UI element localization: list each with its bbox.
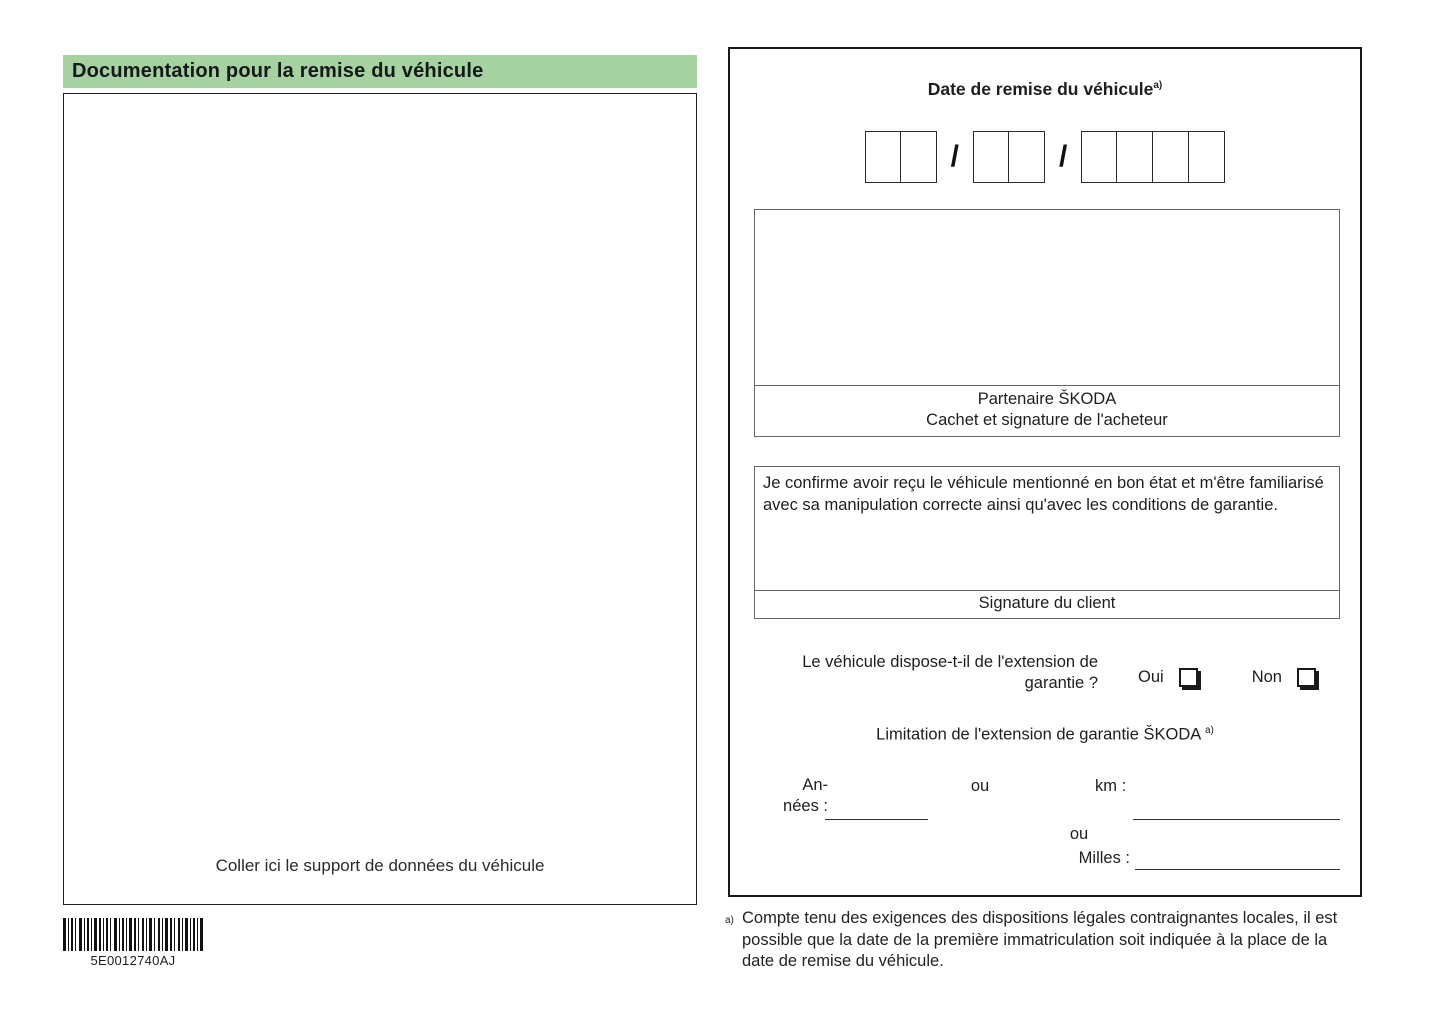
years-field[interactable] (825, 819, 928, 820)
warranty-yes-checkbox[interactable] (1179, 668, 1198, 687)
years-label-line1: An- (802, 776, 828, 794)
km-label: km : (1095, 777, 1127, 795)
limitation-title (730, 725, 1360, 745)
barcode-label: 5E0012740AJ (90, 953, 176, 968)
stamp-caption-line2: Cachet et signature de l'acheteur (926, 411, 1168, 429)
limitation-footnote-ref: a) (1204, 725, 1214, 736)
date-fields (730, 131, 1360, 183)
years-label-line2: nées : (783, 797, 828, 815)
date-year-cell-3[interactable] (1153, 131, 1189, 183)
warranty-yes-label: Oui (1138, 668, 1164, 686)
handover-form (728, 47, 1362, 897)
date-separator: / (950, 140, 959, 173)
date-month-cell-2[interactable] (1009, 131, 1045, 183)
date-year-cell-2[interactable] (1117, 131, 1153, 183)
page-title: Documentation pour la remise du véhicule (72, 60, 484, 82)
date-separator: / (1059, 140, 1068, 173)
dealer-stamp-caption (755, 385, 1339, 436)
dealer-stamp-box (754, 209, 1340, 437)
date-month-group (973, 131, 1045, 183)
data-carrier-area (63, 93, 697, 905)
client-confirmation-box (754, 466, 1340, 619)
warranty-no-label: Non (1251, 668, 1282, 686)
date-title (730, 79, 1360, 100)
limitation-title-text: Limitation de l'extension de garantie ŠKODA (876, 725, 1201, 744)
date-day-cell-1[interactable] (865, 131, 901, 183)
date-title-text: Date de remise du véhicule (927, 79, 1154, 99)
warranty-question-row (770, 652, 1335, 694)
footnote-ref: a) (725, 915, 734, 926)
miles-field[interactable] (1135, 869, 1340, 870)
date-year-cell-1[interactable] (1081, 131, 1117, 183)
km-field[interactable] (1133, 819, 1340, 820)
miles-label: Milles : (1078, 849, 1130, 867)
warranty-question-text: Le véhicule dispose-t-il de l'extension de garantie ? (802, 653, 1098, 692)
confirmation-text: Je confirme avoir reçu le véhicule mentionné en bon état et m'être familiarisé avec sa manipulation correcte ainsi qu'avec les conditions de garantie. (763, 474, 1324, 514)
stamp-caption-line1: Partenaire ŠKODA (977, 390, 1117, 408)
years-label (770, 775, 828, 817)
header-bar (63, 55, 697, 88)
warranty-no-checkbox[interactable] (1297, 668, 1316, 687)
date-year-cell-4[interactable] (1189, 131, 1225, 183)
or-label-1: ou (970, 777, 990, 795)
dealer-stamp-field[interactable] (755, 210, 1339, 385)
date-day-group (865, 131, 937, 183)
barcode-icon (63, 918, 203, 951)
client-signature-field[interactable] (755, 516, 1339, 590)
or-label-2: ou (1069, 825, 1089, 843)
page-footnote (725, 908, 1343, 973)
date-year-group (1081, 131, 1225, 183)
date-month-cell-1[interactable] (973, 131, 1009, 183)
footnote-text: Compte tenu des exigences des dispositions légales contraignantes locales, il est possible que la date de la première immatriculation soit indiquée à la place de la date de remise du véhicule. (742, 909, 1338, 970)
data-carrier-note: Coller ici le support de données du véhicule (215, 856, 545, 875)
barcode (63, 918, 203, 968)
date-day-cell-2[interactable] (901, 131, 937, 183)
date-footnote-ref: a) (1153, 80, 1163, 92)
client-signature-caption: Signature du client (755, 590, 1339, 618)
